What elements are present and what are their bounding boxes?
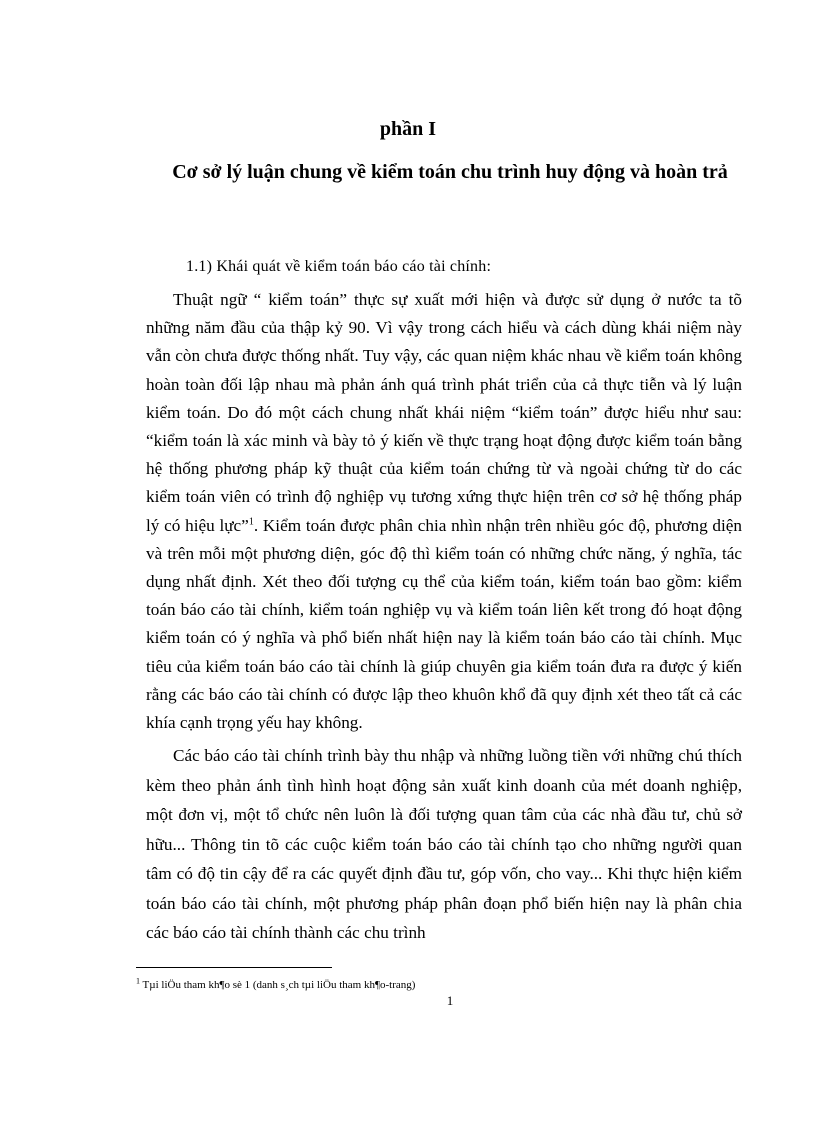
- main-title: Cơ sở lý luận chung về kiểm toán chu trình huy động và hoàn trả: [172, 161, 728, 183]
- body-text: [146, 286, 742, 948]
- footnote-separator: [136, 967, 332, 968]
- section-heading: 1.1) Khái quát về kiểm toán báo cáo tài chính:: [186, 258, 492, 275]
- footnote-reference: 1: [248, 515, 254, 527]
- part-title: phần I: [379, 118, 437, 140]
- page-number: 1: [446, 993, 454, 1008]
- paragraph-1-part-a: Thuật ngữ “ kiểm toán” thực sự xuất mới hiện và được sử dụng ở nước ta tõ những năm đầu của thập kỷ 90. Vì vậy trong cách hiểu và cách dùng khái niệm này vẫn còn chưa được thống nhất. Tuy vậy, các quan niệm khác nhau về kiểm toán không hoàn toàn đối lập nhau mà phản ánh quá trình phát triển của cả thực tiễn và lý luận kiểm toán. Do đó một cách chung nhất khái niệm “kiểm toán” được hiểu như sau: “kiểm toán là xác minh và bày tỏ ý kiến về thực trạng hoạt động được kiểm toán bằng hệ thống phương pháp kỹ thuật của kiểm toán chứng từ và ngoài chứng từ do các kiểm toán viên có trình độ nghiệp vụ tương xứng thực hiện trên cơ sở hệ thống pháp lý có hiệu lực”: [146, 290, 742, 535]
- footnote: [136, 976, 416, 991]
- footnote-text: Tµi liÖu tham kh¶o sè 1 (danh s¸ch tµi liÖu tham kh¶o-trang): [140, 979, 416, 991]
- footnote-mark: 1: [136, 976, 140, 986]
- paragraph-2: Các báo cáo tài chính trình bày thu nhập và những luồng tiền với những chú thích kèm theo phản ánh tình hình hoạt động sản xuất kinh doanh của mét doanh nghiệp, một đơn vị, một tổ chức nên luôn là đối tượng quan tâm của các nhà đầu tư, chủ sở hữu... Thông tin tõ các cuộc kiểm toán báo cáo tài chính tạo cho những người quan tâm có độ tin cậy để ra các quyết định đầu tư, góp vốn, cho vay... Khi thực hiện kiểm toán báo cáo tài chính, một phương pháp phân đoạn phổ biến hiện nay là phân chia các báo cáo tài chính thành các chu trình: [146, 746, 742, 943]
- paragraph-1-part-b: . Kiểm toán được phân chia nhìn nhận trên nhiều góc độ, phương diện và trên mỗi một phương diện, góc độ thì kiểm toán có những chức năng, ý nghĩa, tác dụng nhất định. Xét theo đối tượng cụ thể của kiểm toán, kiểm toán bao gồm: kiểm toán báo cáo tài chính, kiểm toán nghiệp vụ và kiểm toán liên kết trong đó hoạt động kiểm toán có ý nghĩa và phổ biến nhất hiện nay là kiểm toán báo cáo tài chính. Mục tiêu của kiểm toán báo cáo tài chính là giúp chuyên gia kiểm toán đưa ra được ý kiến rằng các báo cáo tài chính có được lập theo khuôn khổ đã quy định xét theo tất cả các khía cạnh trọng yếu hay không.: [146, 515, 743, 733]
- paragraph-1: [146, 286, 742, 737]
